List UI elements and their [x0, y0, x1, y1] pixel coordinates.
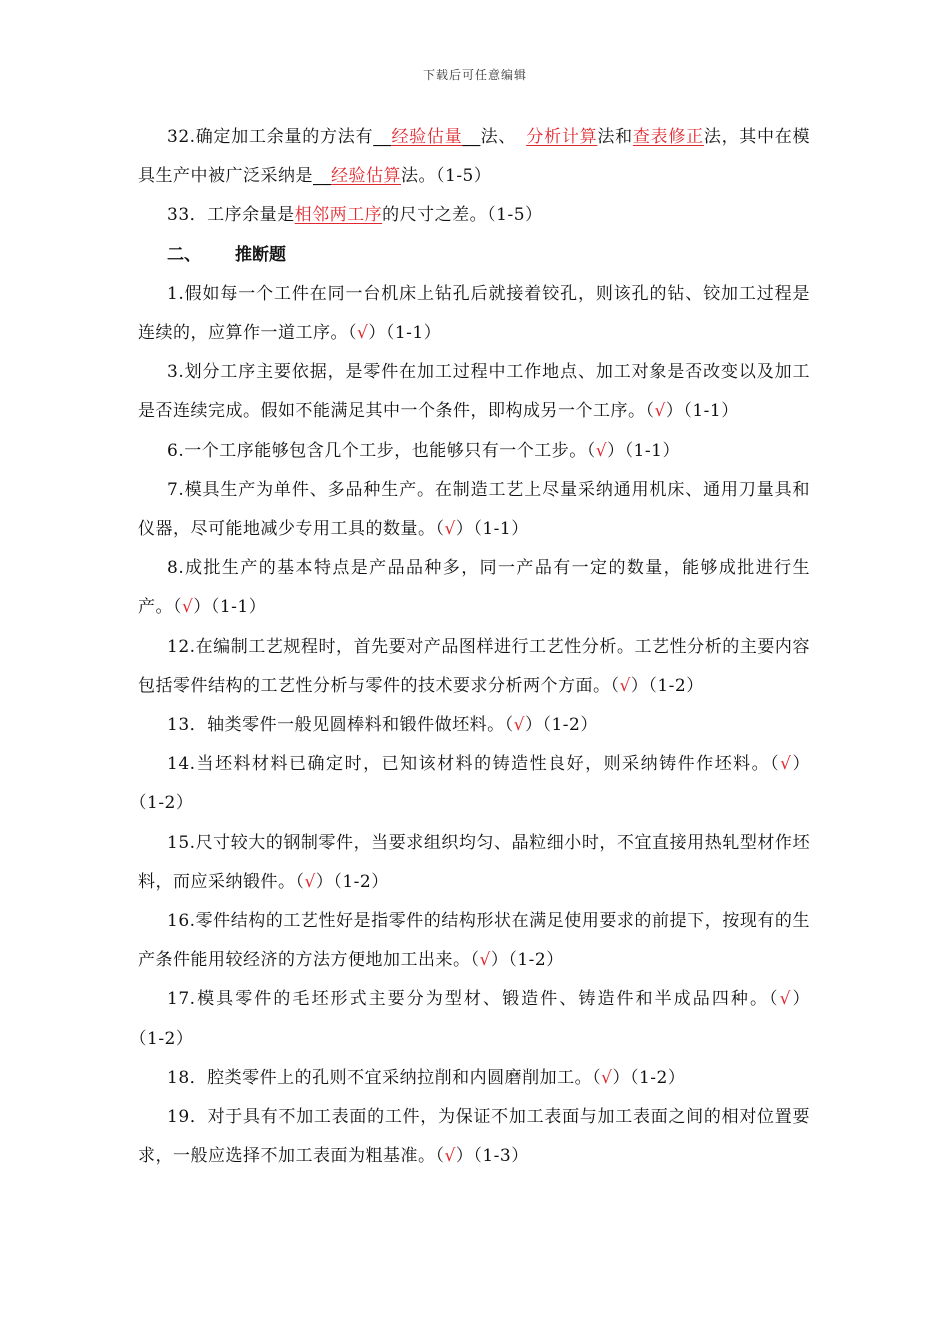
item-reference: （1-1）: [473, 519, 529, 540]
judgment-item: [138, 628, 810, 706]
item-text: 13．轴类零件一般见圆棒料和锻件做坯料。（: [167, 715, 514, 736]
document-body: [138, 118, 810, 1176]
section-heading: [138, 236, 810, 275]
judgment-item: [138, 471, 810, 549]
answer-blank-3: 查表修正: [632, 127, 704, 147]
question-33: [138, 196, 810, 235]
checkmark-icon: √: [601, 1067, 613, 1088]
item-reference: （1-2）: [333, 871, 389, 892]
item-close-paren: ）: [455, 1146, 474, 1167]
item-close-paren: ）: [607, 440, 625, 461]
q32-suffix: 法。（1-5）: [401, 166, 492, 187]
item-text: 6.一个工序能够包含几个工步，也能够只有一个工步。（: [167, 440, 596, 461]
item-close-paren: ）: [630, 675, 649, 696]
judgment-item: [138, 1098, 810, 1176]
item-text: 19．对于具有不加工表面的工件，为保证不加工表面与加工表面之间的相对位置要求，一般应选择不加工表面为粗基准。（: [138, 1107, 810, 1167]
item-text: 16.零件结构的工艺性好是指零件的结构形状在满足使用要求的前提下，按现有的生产条件能用较经济的方法方便地加工出来。（: [138, 911, 810, 971]
page-header: 下载后可任意编辑: [422, 68, 527, 82]
item-close-paren: ）: [455, 519, 474, 540]
item-text: 14.当坯料材料已确定时，已知该材料的铸造性良好，则采纳铸件作坯料。（: [167, 754, 781, 775]
checkmark-icon: √: [304, 871, 316, 892]
item-text: 12.在编制工艺规程时，首先要对产品图样进行工艺性分析。工艺性分析的主要内容包括零件结构的工艺性分析与零件的技术要求分析两个方面。（: [138, 636, 810, 696]
item-reference: （1-2）: [138, 793, 194, 814]
judgment-item: [138, 980, 810, 1058]
item-text: 8.成批生产的基本特点是产品品种多，同一产品有一定的数量，能够成批进行生产。（: [138, 558, 810, 618]
item-close-paren: ）: [193, 597, 211, 618]
question-32: [138, 118, 810, 196]
answer-blank-2: 分析计算: [526, 127, 598, 147]
checkmark-icon: √: [780, 754, 792, 775]
item-reference: （1-2）: [542, 715, 598, 736]
item-reference: （1-2）: [629, 1067, 686, 1088]
checkmark-icon: √: [513, 715, 525, 736]
judgment-item: [138, 902, 810, 980]
answer-blank: 相邻两工序: [294, 205, 383, 226]
item-text: 7.模具生产为单件、多品种生产。在制造工艺上尽量采纳通用机床、通用刀量具和仪器，尽可能地减少专用工具的数量。（: [138, 479, 810, 540]
item-close-paren: ）: [368, 323, 386, 344]
item-reference: （1-3）: [473, 1146, 529, 1167]
judgment-item: [138, 706, 810, 745]
item-reference: （1-2）: [138, 1028, 194, 1049]
judgment-item: [138, 1059, 810, 1098]
answer-blank-1: 经验估量: [391, 127, 463, 147]
item-close-paren: ）: [524, 715, 543, 736]
item-text: 15.尺寸较大的钢制零件，当要求组织均匀、晶粒细小时，不宜直接用热轧型材作坯料，而应采纳锻件。（: [138, 832, 810, 892]
judgment-item: [138, 353, 810, 431]
q33-prefix: 33．工序余量是: [167, 205, 295, 226]
item-close-paren: ）: [665, 401, 684, 422]
checkmark-icon: √: [444, 1146, 456, 1167]
q32-text: 法，其中在模具生产中被广泛采纳是: [138, 127, 811, 187]
section-title: 推断题: [235, 244, 286, 265]
item-close-paren: ）: [612, 1067, 630, 1088]
item-reference: （1-2）: [648, 675, 704, 696]
q33-suffix: 的尺寸之差。（1-5）: [382, 205, 543, 226]
judgment-list: [138, 275, 810, 1177]
item-text: 3.划分工序主要依据，是零件在加工过程中工作地点、加工对象是否改变以及加工是否连续完成。假如不能满足其中一个条件，即构成另一个工序。（: [138, 362, 810, 422]
item-reference: （1-1）: [624, 440, 680, 461]
judgment-item: [138, 549, 810, 627]
blank-pad: __: [373, 127, 392, 147]
checkmark-icon: √: [779, 989, 791, 1010]
checkmark-icon: √: [619, 675, 631, 696]
checkmark-icon: √: [479, 950, 491, 971]
item-text: 18．腔类零件上的孔则不宜采纳拉削和内圆磨削加工。（: [167, 1067, 602, 1088]
item-reference: （1-1）: [683, 401, 739, 422]
item-close-paren: ）: [790, 989, 811, 1010]
section-number: 二、: [167, 244, 201, 265]
item-close-paren: ）: [490, 950, 509, 971]
checkmark-icon: √: [444, 519, 456, 540]
checkmark-icon: √: [654, 401, 666, 422]
item-reference: （1-2）: [508, 950, 564, 971]
item-text: 17.模具零件的毛坯形式主要分为型材、锻造件、铸造件和半成品四种。（: [167, 989, 780, 1010]
item-reference: （1-1）: [210, 597, 267, 618]
judgment-item: [138, 275, 810, 353]
q32-text: 法、: [480, 127, 517, 147]
answer-blank-4: 经验估算: [331, 166, 401, 187]
item-close-paren: ）: [315, 871, 334, 892]
q32-text: 法和: [597, 127, 633, 147]
judgment-item: [138, 824, 810, 902]
checkmark-icon: √: [182, 597, 194, 618]
item-reference: （1-1）: [385, 323, 442, 344]
item-close-paren: ）: [791, 754, 810, 775]
q32-prefix: 32.确定加工余量的方法有: [167, 127, 374, 147]
item-text: 1.假如每一个工件在同一台机床上钻孔后就接着铰孔，则该孔的钻、铰加工过程是连续的，应算作一道工序。（: [138, 283, 810, 344]
blank-pad: __: [462, 127, 481, 147]
checkmark-icon: √: [595, 440, 608, 461]
checkmark-icon: √: [357, 323, 369, 344]
judgment-item: [138, 745, 810, 823]
judgment-item: [138, 432, 810, 471]
blank-pad: __: [313, 166, 331, 187]
